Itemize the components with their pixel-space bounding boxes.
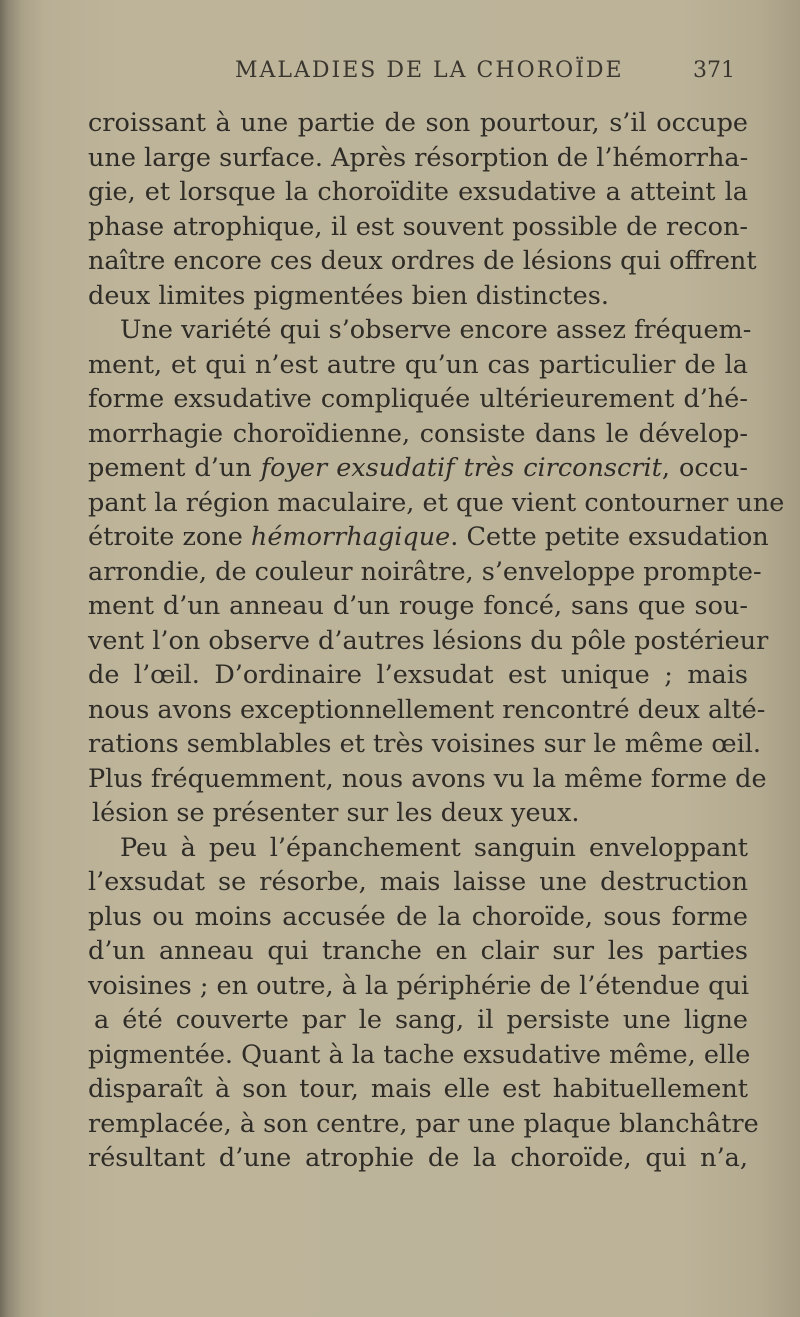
- text-line: ment d’un anneau d’un rouge foncé, sans que sou-: [88, 591, 748, 621]
- text-line: pant la région maculaire, et que vient contourner une: [88, 487, 785, 518]
- text-line-with-italic: [88, 451, 748, 486]
- text-line: voisines ; en outre, à la périphérie de l’étendue qui: [88, 970, 750, 1001]
- text-line: remplacée, à son centre, par une plaque blanchâtre: [88, 1108, 759, 1139]
- text-line: plus ou moins accusée de la choroïde, sous forme: [88, 901, 748, 932]
- text-line: une large surface. Après résorption de l’hémorrha-: [88, 142, 749, 173]
- paragraph-first-line: Peu à peu l’épanchement sanguin enveloppant: [120, 832, 748, 863]
- text-line: l’exsudat se résorbe, mais laisse une destruction: [88, 867, 748, 897]
- text-segment: , occu-: [661, 453, 749, 483]
- page-number: 371: [693, 58, 735, 83]
- text-line: vent l’on observe d’autres lésions du pôle postérieur: [88, 625, 769, 656]
- text-line: pigmentée. Quant à la tache exsudative même, elle: [88, 1039, 751, 1070]
- text-segment: étroite zone: [88, 522, 251, 552]
- italic-phrase: foyer exsudatif très circonscrit: [260, 453, 662, 483]
- text-line: résultant d’une atrophie de la choroïde, qui n’a,: [88, 1143, 748, 1173]
- text-line: d’un anneau qui tranche en clair sur les parties: [88, 936, 748, 966]
- text-line: lésion se présenter sur les deux yeux.: [92, 798, 580, 828]
- text-segment: pement d’un: [88, 453, 261, 483]
- text-line: phase atrophique, il est souvent possible de recon-: [88, 211, 748, 242]
- text-line: rations semblables et très voisines sur le même œil.: [88, 729, 762, 759]
- text-line: de l’œil. D’ordinaire l’exsudat est unique ; mais: [88, 660, 748, 690]
- text-segment: . Cette petite exsudation: [450, 522, 769, 552]
- text-line: naître encore ces deux ordres de lésions qui offrent: [88, 246, 757, 276]
- text-line-with-italic: [88, 520, 769, 555]
- text-line: a été couverte par le sang, il persiste une ligne: [94, 1005, 748, 1035]
- body-text: [88, 106, 785, 1176]
- text-line: deux limites pigmentées bien distinctes.: [88, 280, 609, 311]
- running-title: MALADIES DE LA CHOROÏDE: [235, 58, 624, 83]
- text-line: nous avons exceptionnellement rencontré deux alté-: [88, 694, 766, 725]
- italic-phrase: hémorrhagique: [250, 522, 451, 552]
- text-line: forme exsudative compliquée ultérieurement d’hé-: [88, 384, 748, 414]
- page-header: [0, 58, 800, 98]
- text-line: croissant à une partie de son pourtour, s’il occupe: [88, 108, 748, 138]
- text-line: Plus fréquemment, nous avons vu la même forme de: [88, 763, 767, 794]
- text-line: gie, et lorsque la choroïdite exsudative a atteint la: [88, 177, 748, 207]
- paragraph-first-line: Une variété qui s’observe encore assez fréquem-: [120, 315, 752, 345]
- text-line: arrondie, de couleur noirâtre, s’enveloppe prompte-: [88, 556, 762, 587]
- text-line: disparaît à son tour, mais elle est habituellement: [88, 1074, 748, 1104]
- text-line: morrhagie choroïdienne, consiste dans le dévelop-: [88, 418, 748, 449]
- text-line: ment, et qui n’est autre qu’un cas particulier de la: [88, 349, 748, 380]
